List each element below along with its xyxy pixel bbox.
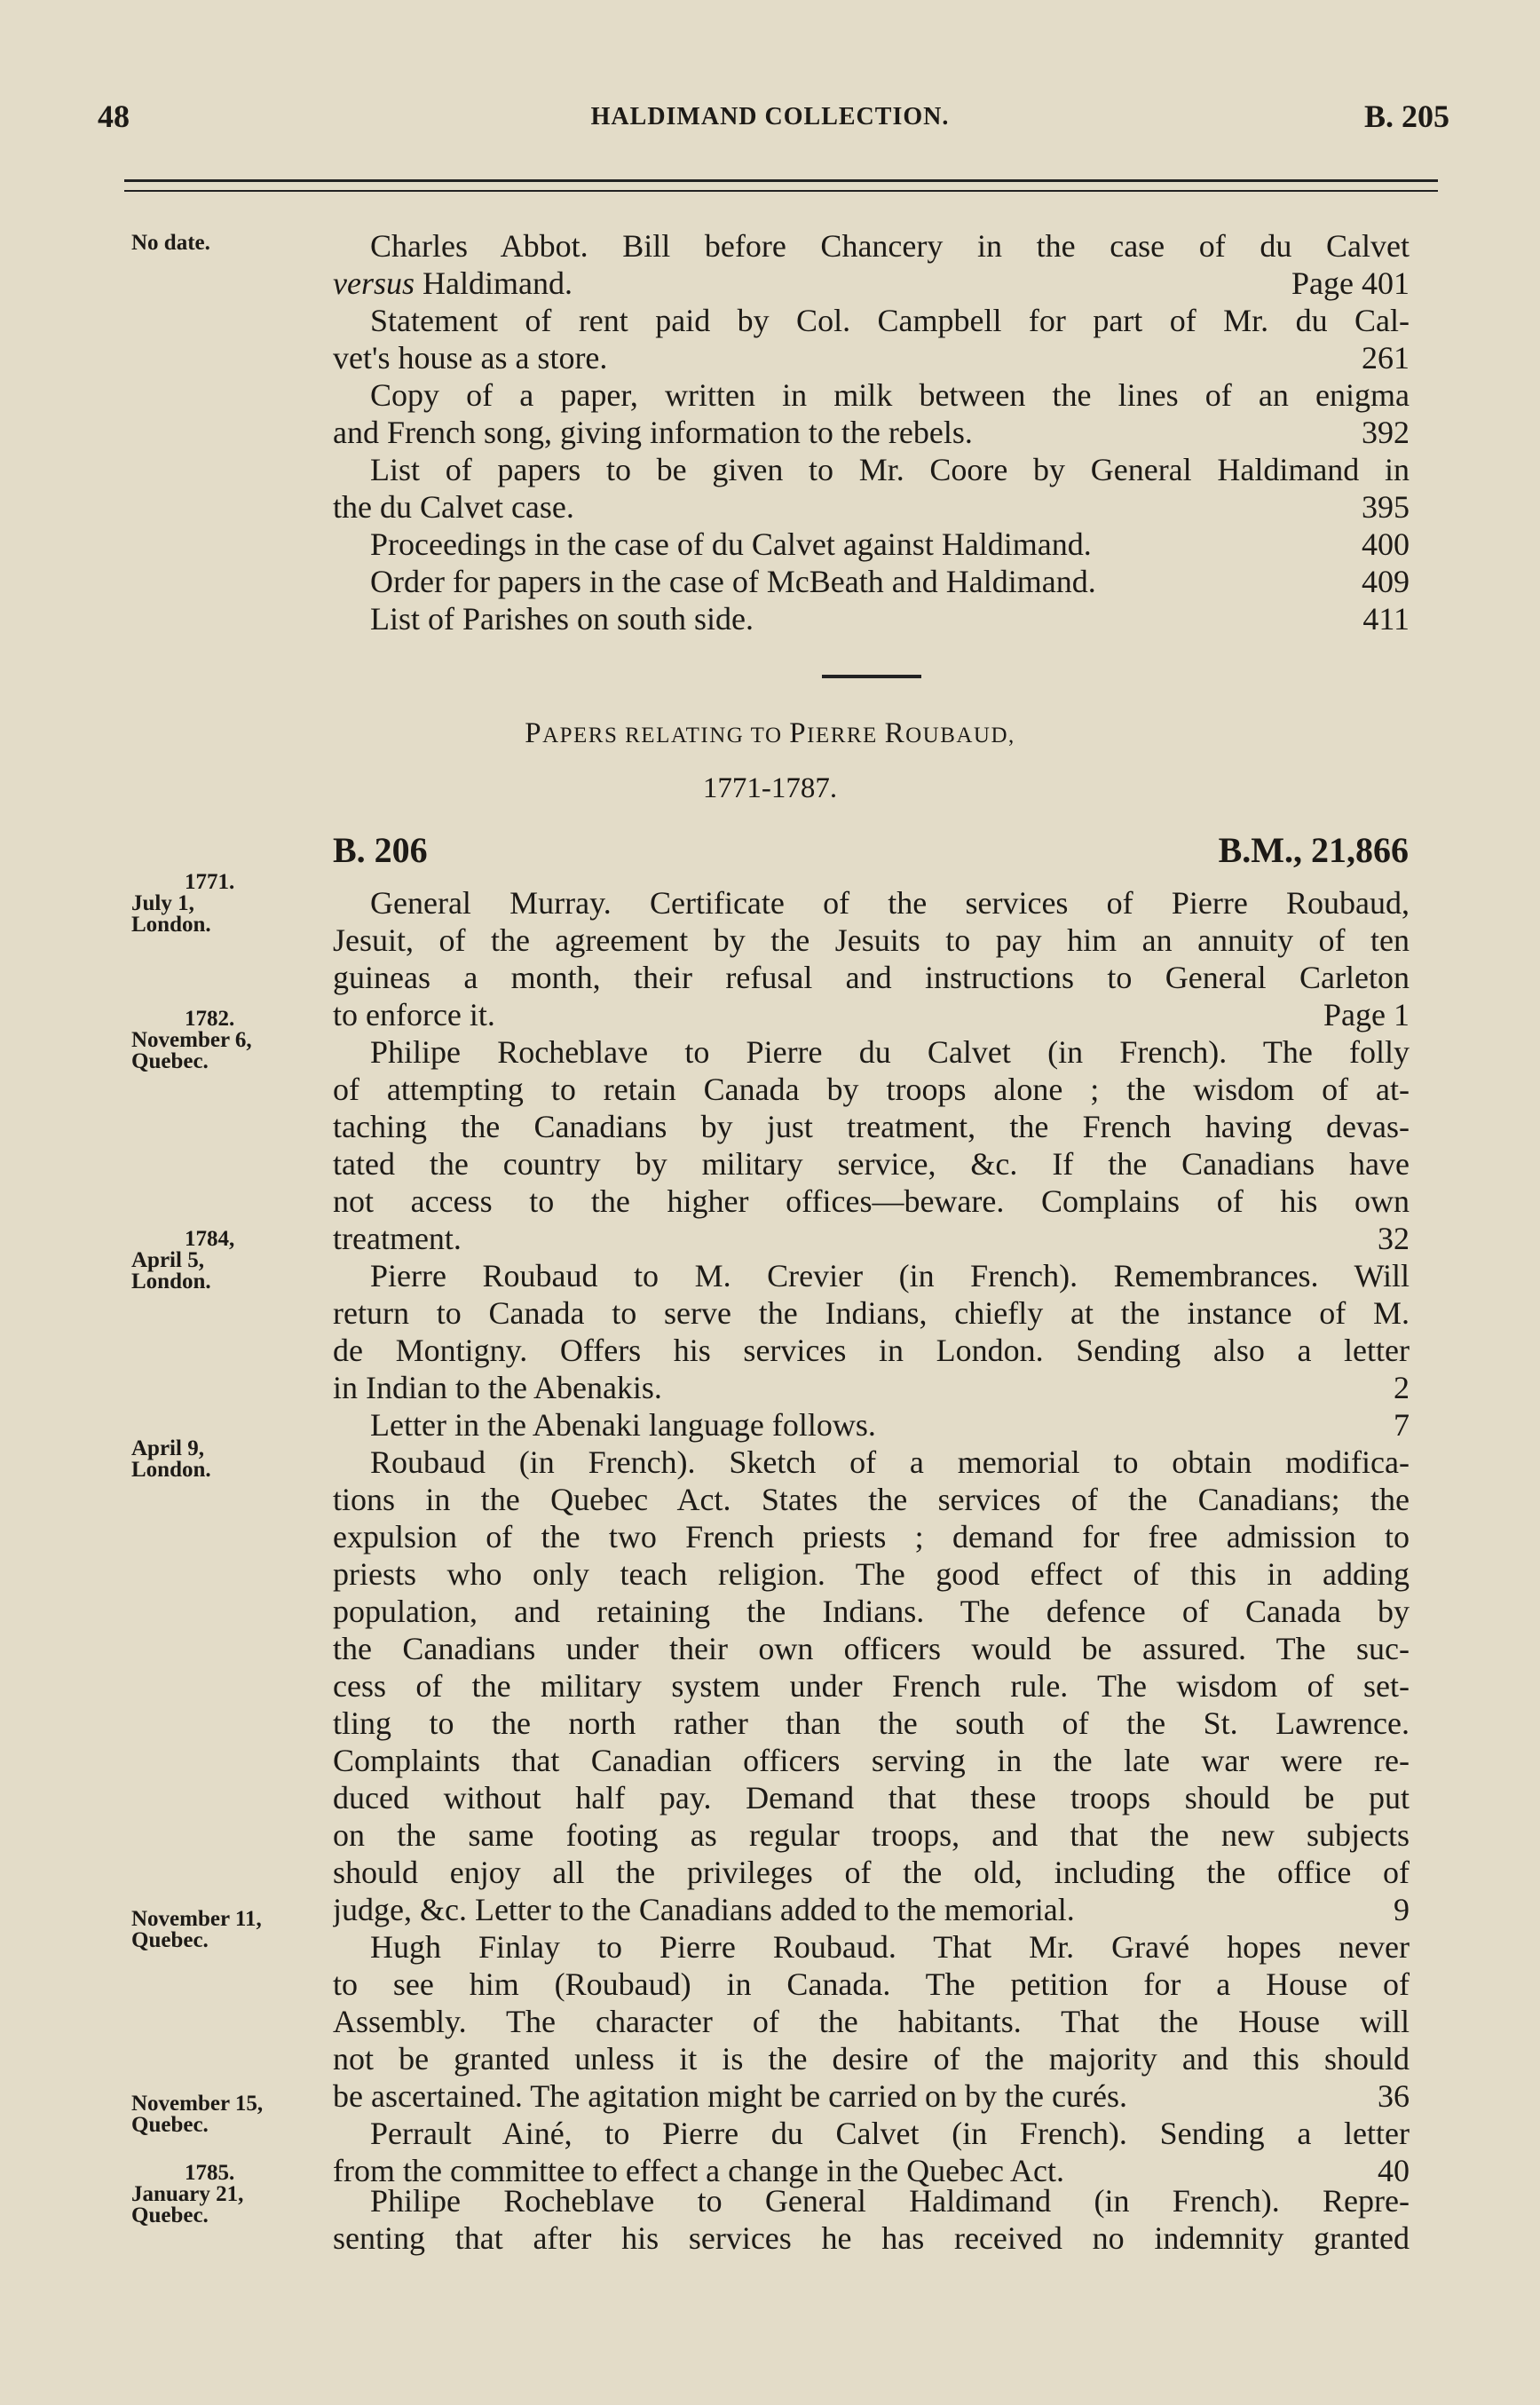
- entry-line: List of papers to be given to Mr. Coore by General Haldimand in: [370, 452, 1410, 487]
- entry-line: taching the Canadians by just treatment, the French having devas-: [333, 1109, 1410, 1144]
- entry-line: guineas a month, their refusal and instructions to General Carleton: [333, 960, 1410, 995]
- page-ref: 411: [1362, 601, 1410, 637]
- page-ref: 9: [1394, 1892, 1410, 1927]
- page-ref: Page 401: [1291, 265, 1410, 301]
- entry-line: Philipe Rocheblave to Pierre du Calvet (in French). The folly: [370, 1034, 1410, 1070]
- entry-line: senting that after his services he has received no indemnity granted: [333, 2220, 1410, 2256]
- entry-line: Statement of rent paid by Col. Campbell for part of Mr. du Cal-: [370, 303, 1410, 338]
- page-ref: Page 1: [1323, 997, 1410, 1032]
- entry-line: Jesuit, of the agreement by the Jesuits to pay him an annuity of ten: [333, 922, 1410, 958]
- page-ref: 409: [1362, 564, 1410, 599]
- entry-line: judge, &c. Letter to the Canadians added to the memorial. 9: [333, 1892, 1410, 1927]
- page-ref: 261: [1362, 340, 1410, 376]
- volume-reference: B. 205: [1363, 99, 1449, 134]
- section-title: PAPERS RELATING TO PIERRE ROUBAUD,: [525, 717, 1015, 749]
- entry-line: not be granted unless it is the desire of the majority and this should: [333, 2041, 1410, 2077]
- entry-line: Assembly. The character of the habitants. That the House will: [333, 2004, 1410, 2039]
- entry-line: the du Calvet case. 395: [333, 489, 1410, 525]
- entry-line: Letter in the Abenaki language follows. 7: [370, 1407, 1410, 1443]
- entry-line: vet's house as a store. 261: [333, 340, 1410, 376]
- entry-line: tling to the north rather than the south of the St. Lawrence.: [333, 1705, 1410, 1741]
- page-ref: 36: [1378, 2078, 1410, 2114]
- b206-entries-continued: [333, 2182, 1410, 2257]
- entry-line: Copy of a paper, written in milk between the lines of an enigma: [370, 377, 1410, 413]
- volume-number: B. 206: [333, 830, 428, 870]
- british-museum-reference: B.M., 21,866: [1218, 830, 1409, 870]
- header-rule-thin: [124, 190, 1438, 192]
- section-years: 1771-1787.: [702, 772, 838, 804]
- entry-line: the Canadians under their own officers would be assured. The suc-: [333, 1631, 1410, 1666]
- entry-line: Order for papers in the case of McBeath and Haldimand. 409: [370, 564, 1410, 599]
- entry-line: not access to the higher offices—beware. Complains of his own: [333, 1183, 1410, 1219]
- entry-line: Pierre Roubaud to M. Crevier (in French). Remembrances. Will: [370, 1258, 1410, 1293]
- page-ref: 392: [1362, 415, 1410, 450]
- margin-note-no-date: No date.: [131, 231, 210, 255]
- page-number: 48: [98, 99, 130, 134]
- page-ref: 395: [1362, 489, 1410, 525]
- entry-line: Philipe Rocheblave to General Haldimand (in French). Repre-: [370, 2183, 1410, 2219]
- running-title: HALDIMAND COLLECTION.: [590, 103, 950, 131]
- page-ref: 32: [1378, 1221, 1410, 1256]
- entry-line: tated the country by military service, &c. If the Canadians have: [333, 1146, 1410, 1182]
- entry-line: expulsion of the two French priests ; demand for free admission to: [333, 1519, 1410, 1555]
- entry-line: tions in the Quebec Act. States the services of the Canadians; the: [333, 1482, 1410, 1517]
- entry-line: should enjoy all the privileges of the old, including the office of: [333, 1855, 1410, 1890]
- entry-line: priests who only teach religion. The good effect of this in adding: [333, 1556, 1410, 1592]
- entry-line: from the committee to effect a change in the Quebec Act. 40: [333, 2153, 1410, 2188]
- header-rule-thick: [124, 179, 1438, 182]
- page-ref: 2: [1394, 1370, 1410, 1405]
- margin-date-1782: 1782. November 6, Quebec.: [131, 1007, 252, 1073]
- section-divider: [822, 675, 921, 678]
- margin-date-1784-november-11: November 11, Quebec.: [131, 1907, 262, 1952]
- entry-line: return to Canada to serve the Indians, chiefly at the instance of M.: [333, 1295, 1410, 1331]
- margin-date-1771: 1771. July 1, London.: [131, 870, 235, 937]
- entry-line: duced without half pay. Demand that these troops should be put: [333, 1780, 1410, 1816]
- margin-date-1784-april-5: 1784, April 5, London.: [131, 1227, 235, 1293]
- margin-date-1784-november-15: November 15, Quebec.: [131, 2092, 264, 2137]
- entry-line: List of Parishes on south side. 411: [370, 601, 1410, 637]
- entry-line: de Montigny. Offers his services in London. Sending also a letter: [333, 1333, 1410, 1368]
- entry-line: Roubaud (in French). Sketch of a memorial to obtain modifica-: [370, 1444, 1410, 1480]
- entry-line: cess of the military system under French rule. The wisdom of set-: [333, 1668, 1410, 1704]
- entry-line: of attempting to retain Canada by troops alone ; the wisdom of at-: [333, 1072, 1410, 1107]
- entry-line: in Indian to the Abenakis. 2: [333, 1370, 1410, 1405]
- entry-line: Hugh Finlay to Pierre Roubaud. That Mr. Gravé hopes never: [370, 1929, 1410, 1965]
- entry-line: Perrault Ainé, to Pierre du Calvet (in French). Sending a letter: [370, 2116, 1410, 2151]
- margin-date-1785: 1785. January 21, Quebec.: [131, 2161, 244, 2227]
- page-ref: 7: [1394, 1407, 1410, 1443]
- entry-line: to enforce it. Page 1: [333, 997, 1410, 1032]
- margin-date-1784-april-9: April 9, London.: [131, 1436, 211, 1482]
- entry-line: Complaints that Canadian officers serving in the late war were re-: [333, 1743, 1410, 1778]
- entry-line: Charles Abbot. Bill before Chancery in the case of du Calvet: [370, 228, 1410, 264]
- entry-line: population, and retaining the Indians. The defence of Canada by: [333, 1594, 1410, 1629]
- b206-entries: [333, 884, 1410, 2189]
- entry-line: Proceedings in the case of du Calvet against Haldimand. 400: [370, 526, 1410, 562]
- entry-line: versus Haldimand. Page 401: [333, 265, 1410, 301]
- entry-line: on the same footing as regular troops, and that the new subjects: [333, 1817, 1410, 1853]
- entry-line: to see him (Roubaud) in Canada. The petition for a House of: [333, 1966, 1410, 2002]
- entry-line: and French song, giving information to the rebels. 392: [333, 415, 1410, 450]
- page-ref: 40: [1378, 2153, 1410, 2188]
- entry-line: General Murray. Certificate of the services of Pierre Roubaud,: [370, 885, 1410, 921]
- no-date-entries: [333, 227, 1410, 637]
- entry-line: be ascertained. The agitation might be carried on by the curés. 36: [333, 2078, 1410, 2114]
- entry-line: treatment. 32: [333, 1221, 1410, 1256]
- page-ref: 400: [1362, 526, 1410, 562]
